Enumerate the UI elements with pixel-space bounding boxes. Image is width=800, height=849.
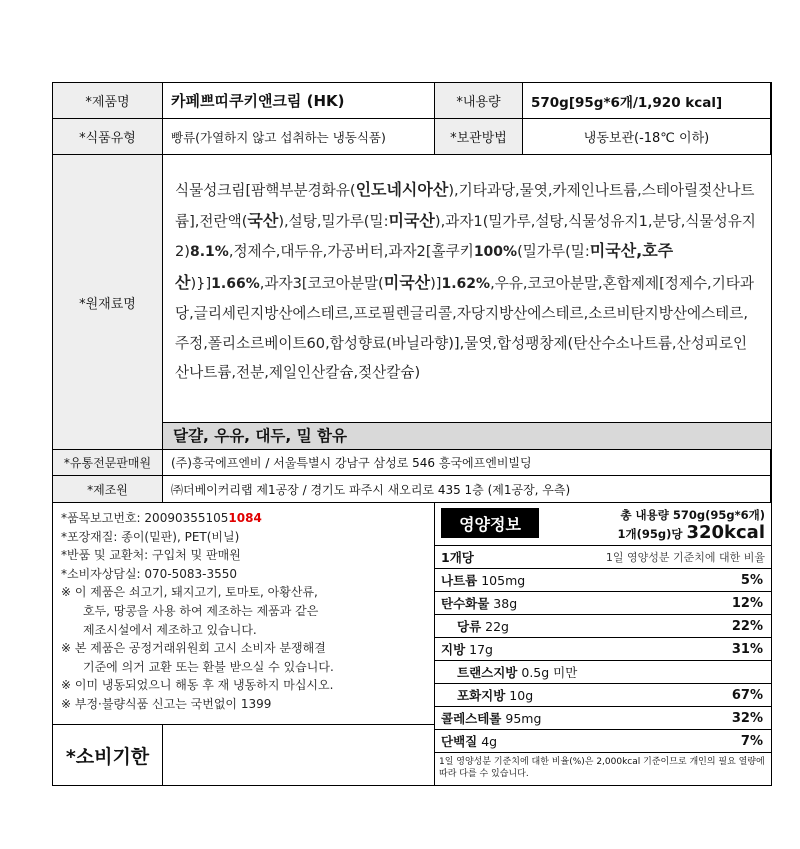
allergy-note-line3: 제조시설에서 제조하고 있습니다. [83,622,257,637]
packaging-material: *포장재질: 종이(밑판), PET(비닐) [61,529,240,544]
storage-label: *보관방법 [435,119,523,155]
distributor-label: *유통전문판매원 [53,450,163,476]
content-amount-value: 570g[95g*6개/1,920 kcal] [523,83,771,119]
allergy-note-line1: ※ 이 제품은 쇠고기, 돼지고기, 토마토, 아황산류, [61,585,318,600]
report-number: *품목보고번호: 200903551051084 [61,511,262,525]
content-amount-label: *내용량 [435,83,523,119]
nutrition-total: 총 내용량 570g(95g*6개) [620,508,765,522]
storage-value: 냉동보관(-18℃ 이하) [523,119,771,155]
nutrition-row: 당류 22g 22% [435,615,771,638]
distributor-value: (주)흥국에프엔비 / 서울특별시 강남구 삼성로 546 흥국에프엔비빌딩 [163,450,771,476]
manufacturer-value: ㈜더베이커리랩 제1공장 / 경기도 파주시 새오리로 435 1층 (제1공장, 우측) [163,476,771,503]
report-bad-food-note: ※ 부정·불량식품 신고는 국번없이 1399 [61,696,272,711]
food-label-table [52,82,772,786]
refreeze-note: ※ 이미 냉동되었으니 해동 후 재 냉동하지 마십시오. [61,678,334,693]
nutrition-footnote: 1일 영양성분 기준치에 대한 비율(%)은 2,000kcal 기준이므로 개인의 필요 열량에 따라 다를 수 있습니다. [439,757,765,779]
nutrition-panel [435,503,771,785]
ingredients-text: 식물성크림[팜핵부분경화유(인도네시아산),기타과당,물엿,카제인나트륨,스테아릴젖산나트륨],전란액(국산),설탕,밀가루(밀:미국산),과자1(밀가루,설탕,식물성유지1,분당,식물성유지2)8.1%,정제수,대두유,가공버터,과자2[홀쿠키100%(밀가루(밀:미국산,호주산)}]1.66%,과자3[코코아분말(미국산)]1.62%,우유,코코아분말,혼합제제[정제수,기타과당,글리세린지방산에스테르,프로필렌글리콜,자당지방산에스테르,소르비탄지방산에스테르,주정,폴리소르베이트60,합성향료(바닐라향)],물엿,합성팽창제(탄산수소나트륨,산성피로인산나트륨,전분,제일인산칼슘,젖산칼슘) [163,155,771,423]
nutrition-row: 지방 17g 31% [435,638,771,661]
product-notes [53,503,435,725]
expiry-value [163,725,435,785]
nutrition-row: 나트륨 105mg 5% [435,569,771,592]
nutrition-title: 영양정보 [441,508,539,538]
nutrition-per-serving: 1개(95g)당 320kcal [617,522,765,543]
manufacturer-label: *제조원 [53,476,163,503]
nutrition-header [435,503,771,546]
allergy-note-line2: 호두, 땅콩을 사용 하여 제조하는 제품과 같은 [83,603,319,618]
nutrition-row: 트랜스지방 0.5g 미만 [435,661,771,684]
consumer-contact: *소비자상담실: 070-5083-3550 [61,566,238,581]
product-name-label: *제품명 [53,83,163,119]
nutrition-row: 콜레스테롤 95mg 32% [435,707,771,730]
product-name-value: 카페쁘띠쿠키앤크림 (HK) [163,83,435,119]
nutrition-subheader: 1개당 1일 영양성분 기준치에 대한 비율 [435,546,771,569]
dispute-note-line1: ※ 본 제품은 공정거래위원회 고시 소비자 분쟁해결 [61,641,326,656]
nutrition-row: 단백질 4g 7% [435,730,771,753]
food-type-value: 빵류(가열하지 않고 섭취하는 냉동식품) [163,119,435,155]
food-type-label: *식품유형 [53,119,163,155]
nutrition-row: 포화지방 10g 67% [435,684,771,707]
exchange-info: *반품 및 교환처: 구입처 및 판매원 [61,548,241,563]
nutrition-row: 탄수화물 38g 12% [435,592,771,615]
ingredients-label: *원재료명 [53,155,163,450]
expiry-label: *소비기한 [53,725,163,785]
allergy-warning: 달걀, 우유, 대두, 밀 함유 [163,423,771,450]
dispute-note-line2: 기준에 의거 교환 또는 환불 받으실 수 있습니다. [83,659,334,674]
